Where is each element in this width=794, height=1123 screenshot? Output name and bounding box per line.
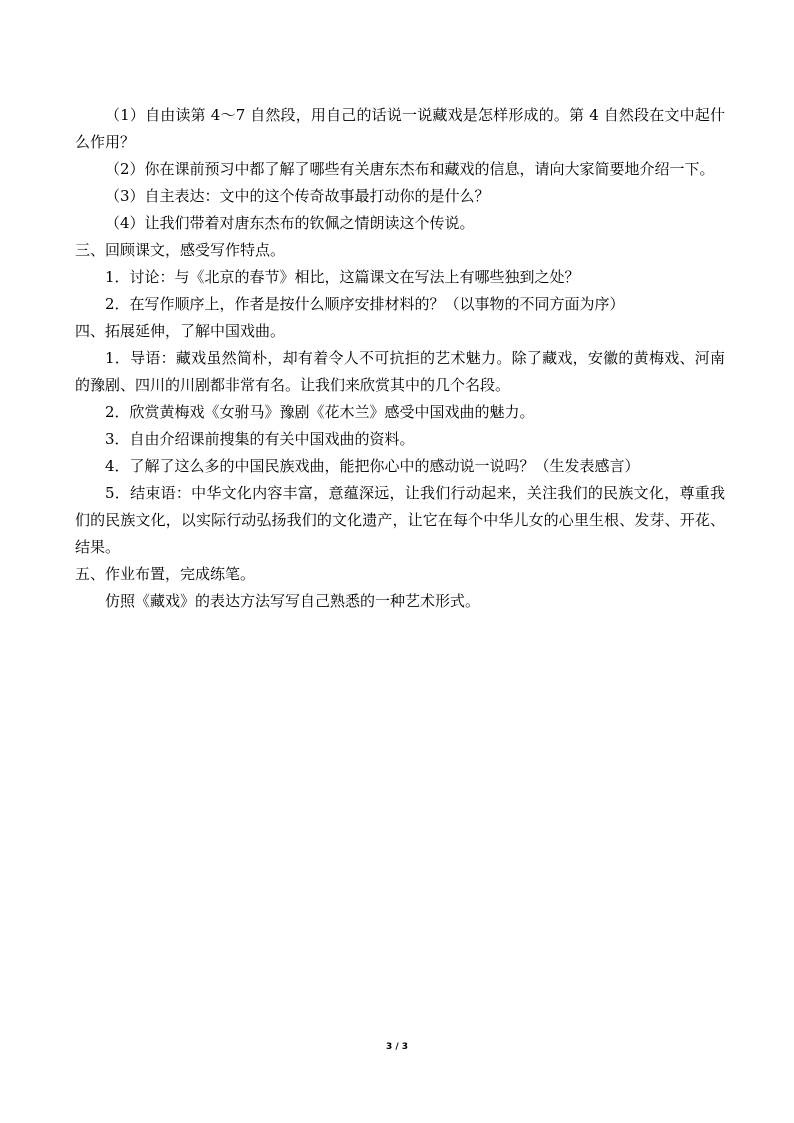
paragraph-writing-order: 2．在写作顺序上，作者是按什么顺序安排材料的？（以事物的不同方面为序）: [105, 295, 625, 313]
paragraph-question-2: （2）你在课前预习中都了解了哪些有关唐东杰布和藏戏的信息，请向大家简要地介绍一下。: [105, 160, 715, 178]
paragraph-question-4: （4）让我们带着对唐东杰布的钦佩之情朗读这个传说。: [105, 214, 475, 232]
document-body: [75, 102, 725, 615]
section-heading-5: 五、作业布置，完成练笔。: [75, 565, 256, 583]
paragraph-conclusion: 5．结束语：中华文化内容丰富，意蕴深远，让我们行动起来，关注我们的民族文化，尊重我们的民族文化，以实际行动弘扬我们的文化遗产，让它在每个中华儿女的心里生根、发芽、开花、结果。: [75, 484, 725, 556]
paragraph-intro: 1．导语：藏戏虽然简朴，却有着令人不可抗拒的艺术魅力。除了藏戏，安徽的黄梅戏、河南的豫剧、四川的川剧都非常有名。让我们来欣赏其中的几个名段。: [75, 349, 725, 394]
paragraph-appreciate: 2．欣赏黄梅戏《女驸马》豫剧《花木兰》感受中国戏曲的魅力。: [105, 403, 535, 421]
paragraph-introduce-materials: 3．自由介绍课前搜集的有关中国戏曲的资料。: [105, 430, 415, 448]
paragraph-question-3: （3）自主表达：文中的这个传奇故事最打动你的是什么？: [105, 187, 490, 205]
paragraph-question-1: （1）自由读第 4～7 自然段，用自己的话说一说藏戏是怎样形成的。第 4 自然段在文中起什么作用？: [75, 106, 725, 151]
paragraph-discussion: 1．讨论：与《北京的春节》相比，这篇课文在写法上有哪些独到之处？: [105, 268, 580, 286]
paragraph-share-feelings: 4．了解了这么多的中国民族戏曲，能把你心中的感动说一说吗？（生发表感言）: [105, 457, 640, 475]
section-heading-3: 三、回顾课文，感受写作特点。: [75, 241, 286, 259]
paragraph-homework: 仿照《藏戏》的表达方法写写自己熟悉的一种艺术形式。: [105, 592, 481, 610]
section-heading-4: 四、拓展延伸，了解中国戏曲。: [75, 322, 286, 340]
page-number: 3 / 3: [385, 1042, 409, 1052]
